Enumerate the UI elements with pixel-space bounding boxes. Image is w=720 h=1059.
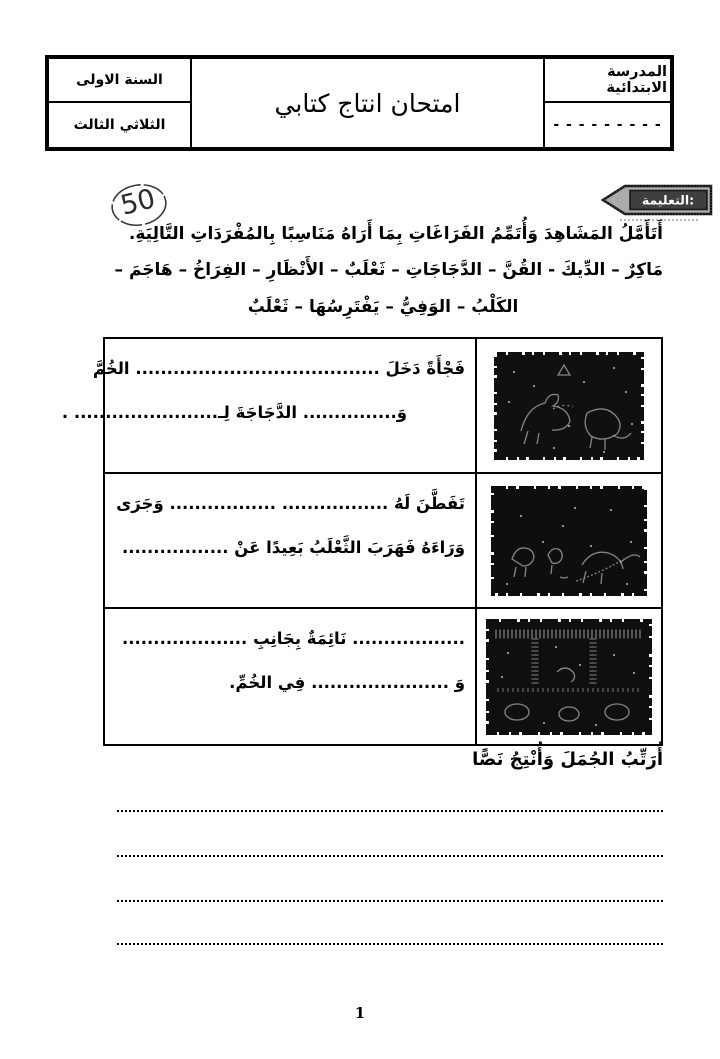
- scan-artifact-dots: [620, 219, 698, 221]
- exercise-row-3-text: [105, 609, 477, 744]
- sentence-line: تَفَطَّنَ لَهُ ................. ................. وَجَرَى: [116, 494, 465, 513]
- writing-line: [117, 900, 663, 902]
- exercise-row-1-image: [477, 339, 661, 474]
- writing-line: [117, 943, 663, 945]
- exercise-row-2-image: [477, 474, 661, 609]
- sentence-line: فَجْأَةً دَخَلَ ....................................... الخُمَّ: [92, 359, 465, 378]
- exercise-row-2-text: [105, 474, 477, 609]
- school-label: المدرسة الابتدائية: [543, 59, 670, 103]
- sentence-line: .................. نَائِمَةٌ بِجَانِبِ ....................: [121, 629, 465, 648]
- writing-line: [117, 855, 663, 857]
- scene-image-hens-sleeping-in-coop: [485, 618, 653, 736]
- vocabulary-line-2: الكَلْبُ – الوَفِيُّ – يَفْتَرِسُهَا – ثَعْلَبٌ: [247, 297, 519, 317]
- exercise-table: [61, 337, 663, 746]
- arrange-section-title: أُرَتِّبُ الجُمَلَ وَأُنْتِجُ نَصًّا: [472, 749, 663, 770]
- instruction-tag-label: التعليمة:: [641, 192, 695, 208]
- sentence-line: وَرَاءَهُ فَهَرَبَ الثَّعْلَبُ بَعِيدًا عَنْ .................: [121, 538, 465, 557]
- header-table: [45, 55, 674, 151]
- score-value: 50: [117, 183, 159, 222]
- school-name-blank: - - - - - - - - -: [543, 103, 670, 147]
- writing-line: [117, 810, 663, 812]
- year-label: السنة الاولى: [49, 59, 192, 103]
- scene-image-dog-chasing-fox: [490, 485, 648, 597]
- scene-image-fox-attacking-hen: [493, 351, 645, 461]
- page-number: 1: [354, 1004, 366, 1022]
- sentence-line: وَ ...................... فِي الخُمِّ.: [229, 673, 465, 692]
- exercise-row-3-image: [477, 609, 661, 744]
- exercise-row-1-text: [61, 339, 477, 474]
- exam-title: امتحان انتاج كتابي: [274, 88, 461, 118]
- term-label: الثلاثي الثالث: [49, 103, 192, 147]
- instruction-tag: [600, 183, 714, 217]
- vocabulary-line-1: مَاكِرٌ – الدِّيكَ - القُنَّ – الدَّجَاجَاتِ – ثَعْلَبٌ – الأَنْظَارِ – الفِرَاخُ – هَاجَمَ –: [114, 260, 663, 280]
- sentence-line: وَ............... الدَّجَاجَةَ لِـ....................... .: [61, 403, 407, 422]
- instruction-text: أَتَأَمَّلُ المَشَاهِدَ وَأُتَمِّمُ الفَرَاغَاتِ بِمَا أَرَاهُ مَنَاسِبًا بِالمُفْرَدَاتِ التَّالِيَةِ.: [128, 224, 663, 244]
- instruction-tag-arrow-icon: [600, 183, 714, 217]
